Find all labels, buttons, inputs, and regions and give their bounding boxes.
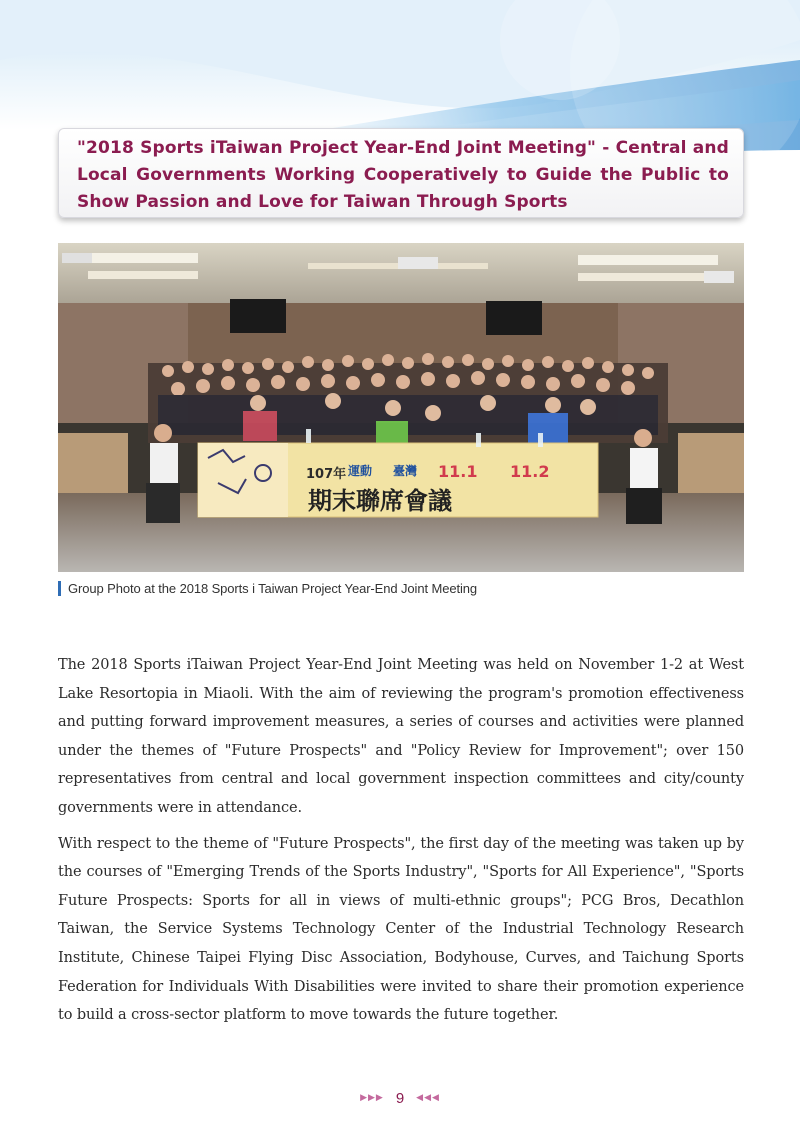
- banner-brand: 運動: [348, 464, 373, 478]
- right-arrows-icon: ▶▶▶: [360, 1093, 384, 1103]
- article-body: [58, 651, 744, 1030]
- banner-date-2: 11.2: [510, 462, 550, 481]
- paragraph-1: The 2018 Sports iTaiwan Project Year-End Joint Meeting was held on November 1-2 at West Lake Resortopia in Miaoli. With the aim of reviewing the program's promotion effectiveness and putting forward improvement measures, a series of courses and activities were planned under the themes of "Future Prospects" and "Policy Review for Improvement"; over 150 representatives from central and local government inspection committees and city/county governments were in attendance.: [58, 657, 744, 816]
- group-photo-illustration: [58, 243, 744, 572]
- banner-main-text: 期末聯席會議: [308, 487, 452, 515]
- article-title: "2018 Sports iTaiwan Project Year-End Joint Meeting" - Central and Local Governments Working Cooperatively to Guide the Public to Show Passion and Love for Taiwan Through Sports: [77, 138, 729, 212]
- page-number: 9: [395, 1089, 405, 1107]
- photo-caption: [58, 579, 477, 597]
- banner-brand-2: 臺灣: [393, 464, 418, 478]
- title-banner: [58, 128, 744, 218]
- banner-year: 107年: [306, 467, 347, 482]
- page-footer: [0, 1088, 800, 1108]
- caption-marker: [58, 581, 61, 596]
- paragraph-2: With respect to the theme of "Future Prospects", the first day of the meeting was taken up by the courses of "Emerging Trends of the Sports Industry", "Sports for All Experience", "Sports Future Prospects: Sports for all in views of multi-ethnic groups"; PCG Bros, Decathlon Taiwan, the Service Systems Technology Center of the Industrial Technology Research Institute, Chinese Taipei Flying Disc Association, Bodyhouse, Curves, and Taichung Sports Federation for Individuals With Disabilities were invited to share their promotion experience to build a cross-sector platform to move towards the future together.: [58, 835, 744, 1024]
- left-arrows-icon: ◀◀◀: [416, 1093, 440, 1103]
- caption-text: Group Photo at the 2018 Sports i Taiwan Project Year-End Joint Meeting: [68, 580, 478, 596]
- group-photo: [58, 243, 744, 572]
- banner-date-1: 11.1: [438, 462, 478, 481]
